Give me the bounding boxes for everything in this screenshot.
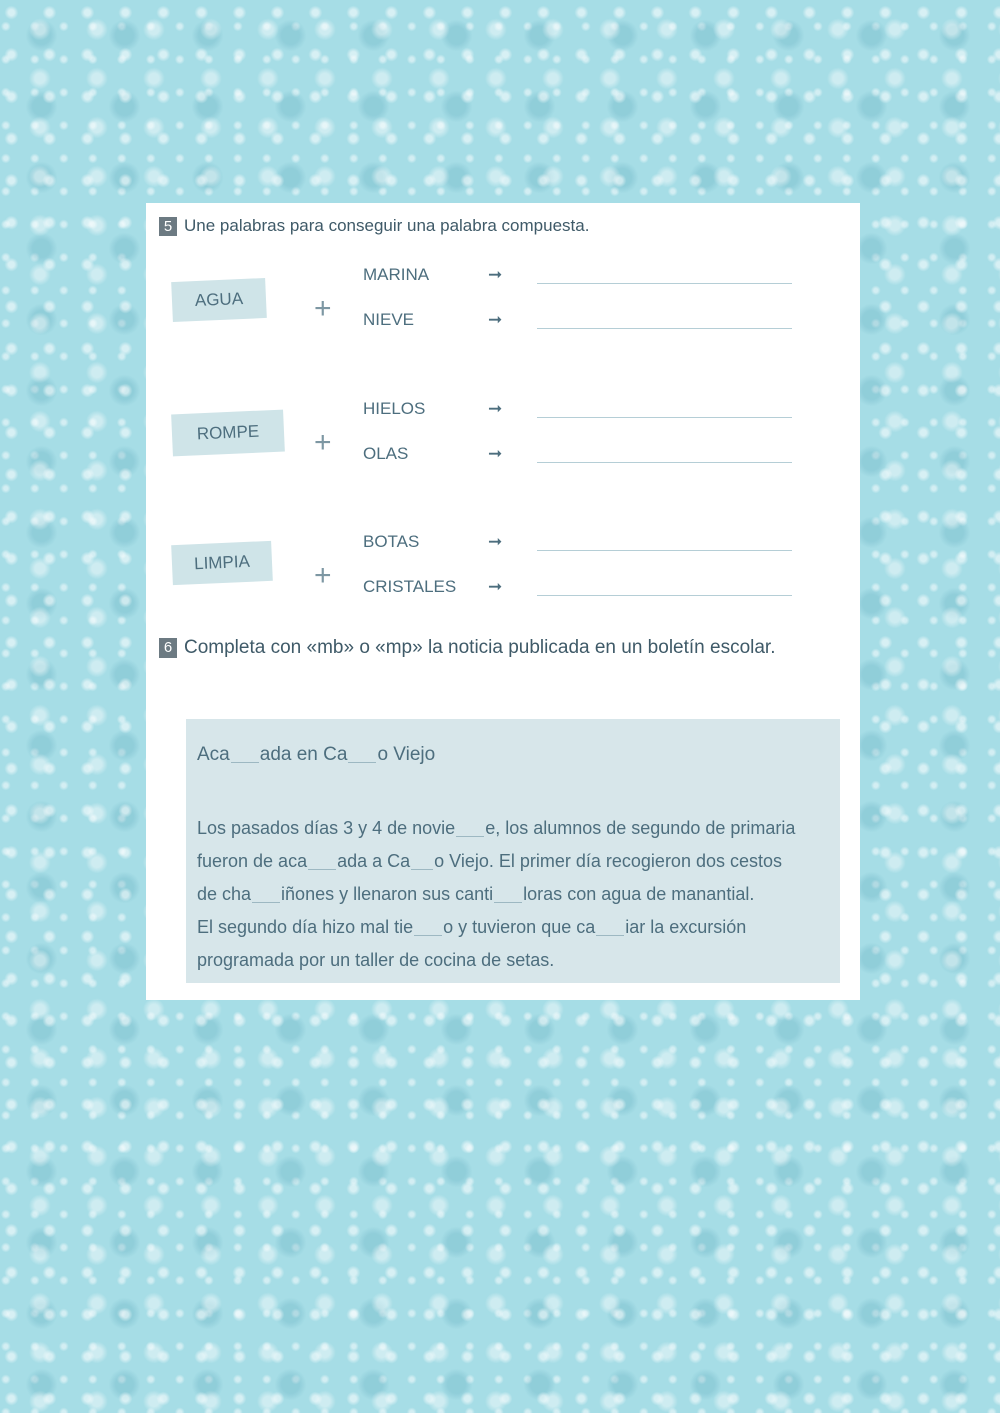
arrow-icon: ➞ — [488, 577, 503, 596]
compound-group-limpia — [146, 525, 860, 625]
blank-gap[interactable] — [252, 884, 280, 903]
news-line — [197, 812, 795, 845]
text-fragment: o Viejo — [377, 744, 436, 765]
arrow-icon: ➞ — [488, 265, 503, 284]
text-fragment: Aca — [197, 744, 230, 765]
compound-group-agua — [146, 258, 860, 358]
base-word-tag: ROMPE — [171, 410, 285, 457]
blank-gap[interactable] — [348, 743, 376, 763]
answer-line[interactable] — [537, 550, 792, 551]
text-fragment: ada a Ca — [337, 851, 411, 871]
blank-gap[interactable] — [308, 851, 336, 870]
news-body — [197, 812, 795, 977]
arrow-icon: ➞ — [488, 532, 503, 551]
exercise-number: 6 — [159, 638, 177, 658]
blank-gap[interactable] — [456, 818, 484, 837]
exercise-5-header — [159, 216, 589, 236]
text-fragment: El segundo día hizo mal tie — [197, 917, 414, 937]
text-fragment: ada en Ca — [259, 744, 348, 765]
arrow-icon: ➞ — [488, 444, 503, 463]
ending-word: BOTAS — [363, 532, 420, 551]
text-fragment: programada por un taller de cocina de setas. — [197, 950, 555, 970]
text-fragment: de cha — [197, 884, 252, 904]
blank-gap[interactable] — [494, 884, 522, 903]
worksheet — [146, 203, 860, 1000]
text-fragment: loras con agua de manantial. — [523, 884, 755, 904]
ending-word: MARINA — [363, 265, 430, 284]
text-fragment: iñones y llenaron sus canti — [281, 884, 494, 904]
base-word-tag: AGUA — [171, 278, 267, 322]
blank-gap[interactable] — [411, 851, 433, 870]
text-fragment: e, los alumnos de segundo de primaria — [485, 818, 796, 838]
arrow-icon: ➞ — [488, 310, 503, 329]
news-line — [197, 845, 795, 878]
text-fragment: fueron de aca — [197, 851, 308, 871]
ending-word: CRISTALES — [363, 577, 457, 596]
plus-icon: + — [314, 559, 332, 592]
ending-word: OLAS — [363, 444, 409, 463]
answer-line[interactable] — [537, 595, 792, 596]
exercise-6-header — [159, 637, 776, 659]
text-fragment: Los pasados días 3 y 4 de novie — [197, 818, 456, 838]
blank-gap[interactable] — [596, 917, 624, 936]
exercise-number: 5 — [159, 217, 177, 236]
answer-line[interactable] — [537, 283, 792, 284]
news-line — [197, 911, 795, 944]
compound-group-rompe — [146, 392, 860, 492]
arrow-icon: ➞ — [488, 399, 503, 418]
news-box — [186, 719, 840, 983]
text-fragment: o Viejo. El primer día recogieron dos cestos — [434, 851, 783, 871]
blank-gap[interactable] — [414, 917, 442, 936]
exercise-instruction: Une palabras para conseguir una palabra compuesta. — [184, 216, 590, 235]
answer-line[interactable] — [537, 462, 792, 463]
ending-word: NIEVE — [363, 310, 415, 329]
base-word-tag: LIMPIA — [171, 541, 273, 585]
news-line — [197, 944, 795, 977]
answer-line[interactable] — [537, 417, 792, 418]
exercise-instruction: Completa con «mb» o «mp» la noticia publicada en un boletín escolar. — [184, 637, 776, 658]
plus-icon: + — [314, 426, 332, 459]
ending-word: HIELOS — [363, 399, 426, 418]
blank-gap[interactable] — [231, 743, 259, 763]
answer-line[interactable] — [537, 328, 792, 329]
news-line — [197, 878, 795, 911]
news-title — [197, 743, 435, 766]
plus-icon: + — [314, 292, 332, 325]
text-fragment: iar la excursión — [625, 917, 747, 937]
text-fragment: o y tuvieron que ca — [443, 917, 596, 937]
